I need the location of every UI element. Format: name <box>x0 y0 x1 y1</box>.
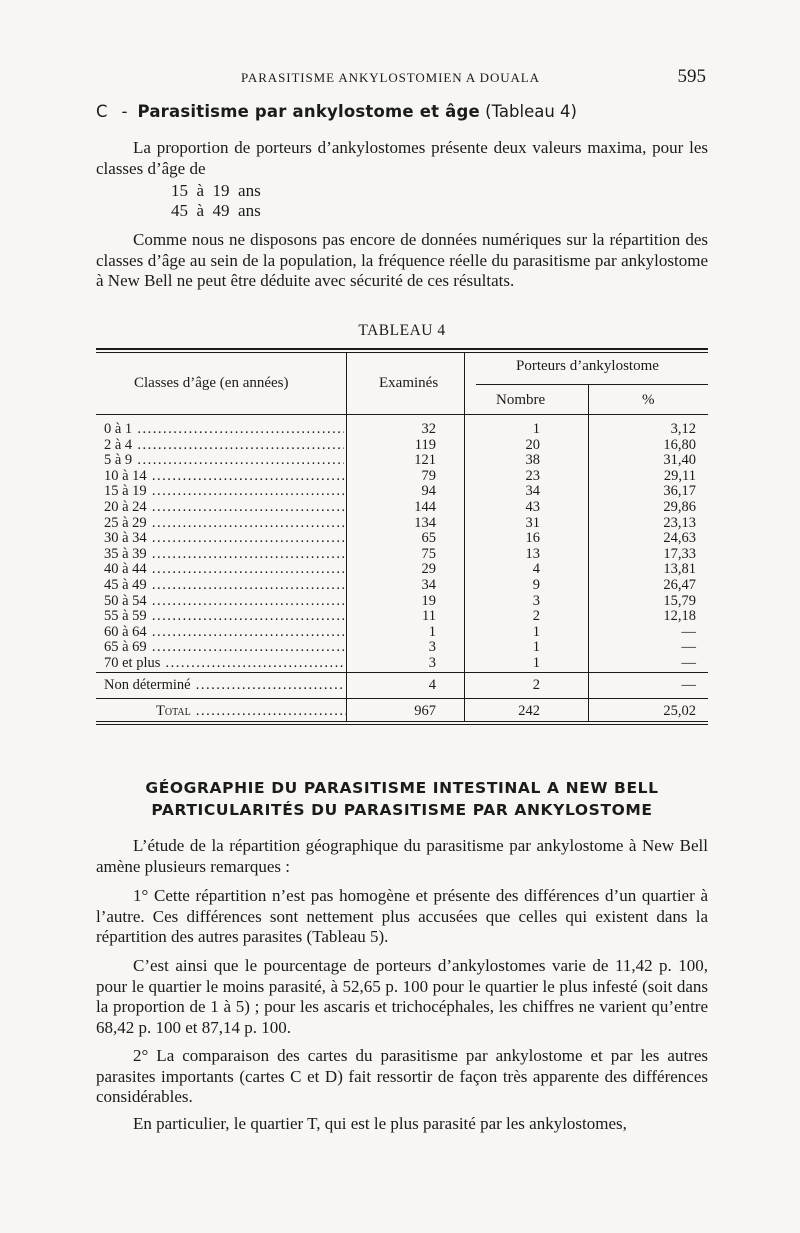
age-cell: 70 et plus ..... <box>104 656 344 672</box>
number-cell: 9 <box>532 577 540 593</box>
examined-cell: 19 <box>421 592 436 609</box>
percent-cell: 3,12 <box>670 421 696 437</box>
paragraph-2: Comme nous ne disposons pas encore de données numériques sur la répartition des classes d’âge au sein de la population, la fréquence réelle du parasitisme par ankylostome à New Bell ne peut être déduite avec sécurité de ces résultats. <box>96 230 708 290</box>
percent-cell: 29,86 <box>663 499 696 515</box>
section-letter: C <box>96 102 108 121</box>
age-range-1: 15 à 19 ans <box>171 181 261 200</box>
number-cell: 34 <box>525 483 540 500</box>
table-row <box>96 438 708 454</box>
number-cell: 31 <box>525 514 540 531</box>
carriers-subrule <box>476 384 708 385</box>
header-carriers: Porteurs d’ankylostome <box>516 358 659 374</box>
paragraph-3: L’étude de la répartition géographique du parasitisme par ankylostome à New Bell amène plusieurs remarques : <box>96 836 708 876</box>
age-cell: 45 à 49 ..... <box>104 578 344 594</box>
number-cell: 1 <box>532 655 540 671</box>
geo-section-title <box>96 777 708 821</box>
table-row <box>96 500 708 516</box>
table-row <box>96 516 708 532</box>
table-row <box>96 453 708 469</box>
examined-cell: 34 <box>421 577 436 593</box>
total-top-rule <box>96 698 708 699</box>
examined-cell: 1 <box>428 623 436 640</box>
geo-title-line-1: GÉOGRAPHIE DU PARASITISME INTESTINAL A NEW BELL <box>145 779 659 797</box>
header-number: Nombre <box>496 392 546 408</box>
table-row <box>96 531 708 547</box>
paragraph-1: La proportion de porteurs d’ankylostomes présente deux valeurs maxima, pour les classes d’âge de <box>96 138 708 178</box>
rows-bottom-rule <box>96 672 708 673</box>
table-row <box>96 594 708 610</box>
percent-cell: 15,79 <box>663 592 696 609</box>
examined-cell: 75 <box>421 545 436 562</box>
examined-cell: 3 <box>428 639 436 656</box>
table-row <box>96 562 708 578</box>
table-title: TABLEAU 4 <box>358 322 446 339</box>
examined-cell: 3 <box>428 655 436 671</box>
percent-cell: 24,63 <box>663 530 696 547</box>
paragraph-4: 1° Cette répartition n’est pas homogène et présente des différences d’un quartier à l’autre. Ces différences sont nettement plus accusées que celles qui existent dans la répartition des autres parasites (Tableau 5). <box>96 886 708 946</box>
header-age-class: Classes d’âge (en années) <box>134 375 289 391</box>
section-table-ref: (Tableau 4) <box>485 102 577 121</box>
age-cell: 5 à 9 ..... <box>104 453 344 469</box>
number-cell: 23 <box>525 467 540 484</box>
age-cell: 10 à 14 ..... <box>104 469 344 485</box>
header-bottom-rule <box>96 414 708 415</box>
age-cell: 20 à 24 ..... <box>104 500 344 516</box>
percent-cell: 23,13 <box>663 514 696 531</box>
table-top-rule-thin <box>96 352 708 353</box>
header-percent: % <box>642 392 655 408</box>
number-cell: 43 <box>525 499 540 515</box>
examined-cell: 144 <box>414 499 436 515</box>
table-bottom-rule-2 <box>96 724 708 725</box>
running-header <box>96 68 708 90</box>
age-cell: 30 à 34 ..... <box>104 531 344 547</box>
age-cell: 0 à 1 ..... <box>104 422 344 438</box>
paragraph-5: C’est ainsi que le pourcentage de porteurs d’ankylostomes varie de 11,42 p. 100, pour le quartier le moins parasité, à 52,65 p. 100 pour le quartier le plus infesté (soit dans la proportion de 1 à 5) ; pour les ascaris et trichocéphales, les chiffres ne varient qu’entre 68,42 p. 100 et 87,14 p. 100. <box>96 956 708 1037</box>
geo-title-line-2: PARTICULARITÉS DU PARASITISME PAR ANKYLOSTOME <box>151 801 653 819</box>
percent-cell: 36,17 <box>663 483 696 500</box>
paragraph-6: 2° La comparaison des cartes du parasitisme par ankylostome et par les autres parasites importants (cartes C et D) fait ressortir de façon très apparente des différences considérables. <box>96 1046 708 1106</box>
age-cell: 2 à 4 ..... <box>104 438 344 454</box>
age-cell: 65 à 69 ..... <box>104 640 344 656</box>
running-title: PARASITISME ANKYLOSTOMIEN A DOUALA <box>241 70 540 85</box>
number-cell: 38 <box>525 452 540 469</box>
examined-cell: 65 <box>421 530 436 547</box>
number-cell: 16 <box>525 530 540 547</box>
number-cell: 13 <box>525 545 540 562</box>
age-cell: 55 à 59 ..... <box>104 609 344 625</box>
table-row <box>96 640 708 656</box>
table-row <box>96 656 708 672</box>
paragraph-7: En particulier, le quartier T, qui est le plus parasité par les ankylostomes, <box>133 1114 627 1133</box>
examined-cell: 121 <box>414 452 436 469</box>
row-undetermined: Non déterminé ..... 4 2 — <box>96 678 708 694</box>
percent-cell: 29,11 <box>663 467 696 484</box>
age-cell: 35 à 39 ..... <box>104 547 344 563</box>
age-ranges <box>171 181 261 221</box>
examined-cell: 119 <box>414 436 436 453</box>
table-row <box>96 547 708 563</box>
examined-cell: 32 <box>421 421 436 437</box>
section-title: Parasitisme par ankylostome et âge <box>137 102 480 121</box>
section-c-heading: C - Parasitisme par ankylostome et âge (Tableau 4) <box>96 102 577 121</box>
examined-cell: 134 <box>414 514 436 531</box>
examined-cell: 94 <box>421 483 436 500</box>
table-row <box>96 469 708 485</box>
number-cell: 1 <box>532 421 540 437</box>
table-row <box>96 625 708 641</box>
age-cell: 25 à 29 ..... <box>104 516 344 532</box>
number-cell: 4 <box>532 561 540 578</box>
table-row <box>96 578 708 594</box>
number-cell: 2 <box>532 608 540 625</box>
age-cell: 60 à 64 ..... <box>104 625 344 641</box>
number-cell: 1 <box>532 623 540 640</box>
data-table <box>96 348 708 728</box>
age-range-2: 45 à 49 ans <box>171 201 261 220</box>
number-cell: 1 <box>532 639 540 656</box>
percent-cell: — <box>681 655 696 671</box>
page-number: 595 <box>677 66 706 87</box>
examined-cell: 79 <box>421 467 436 484</box>
percent-cell: 13,81 <box>663 561 696 578</box>
examined-cell: 29 <box>421 561 436 578</box>
header-examined: Examinés <box>379 375 439 391</box>
table-row <box>96 609 708 625</box>
age-cell: 15 à 19 ..... <box>104 484 344 500</box>
number-cell: 20 <box>525 436 540 453</box>
examined-cell: 11 <box>422 608 436 625</box>
table-row <box>96 484 708 500</box>
age-cell: 50 à 54 ..... <box>104 594 344 610</box>
percent-cell: 17,33 <box>663 545 696 562</box>
age-cell: 40 à 44 ..... <box>104 562 344 578</box>
table-top-rule <box>96 348 708 350</box>
number-cell: 3 <box>532 592 540 609</box>
percent-cell: 31,40 <box>663 452 696 469</box>
row-total: Total ..... 967 242 25,02 <box>96 704 708 720</box>
percent-cell: — <box>681 639 696 656</box>
percent-cell: 26,47 <box>663 577 696 593</box>
table-bottom-rule <box>96 721 708 722</box>
table-row <box>96 422 708 438</box>
percent-cell: 12,18 <box>663 608 696 625</box>
percent-cell: — <box>681 623 696 640</box>
percent-cell: 16,80 <box>663 436 696 453</box>
